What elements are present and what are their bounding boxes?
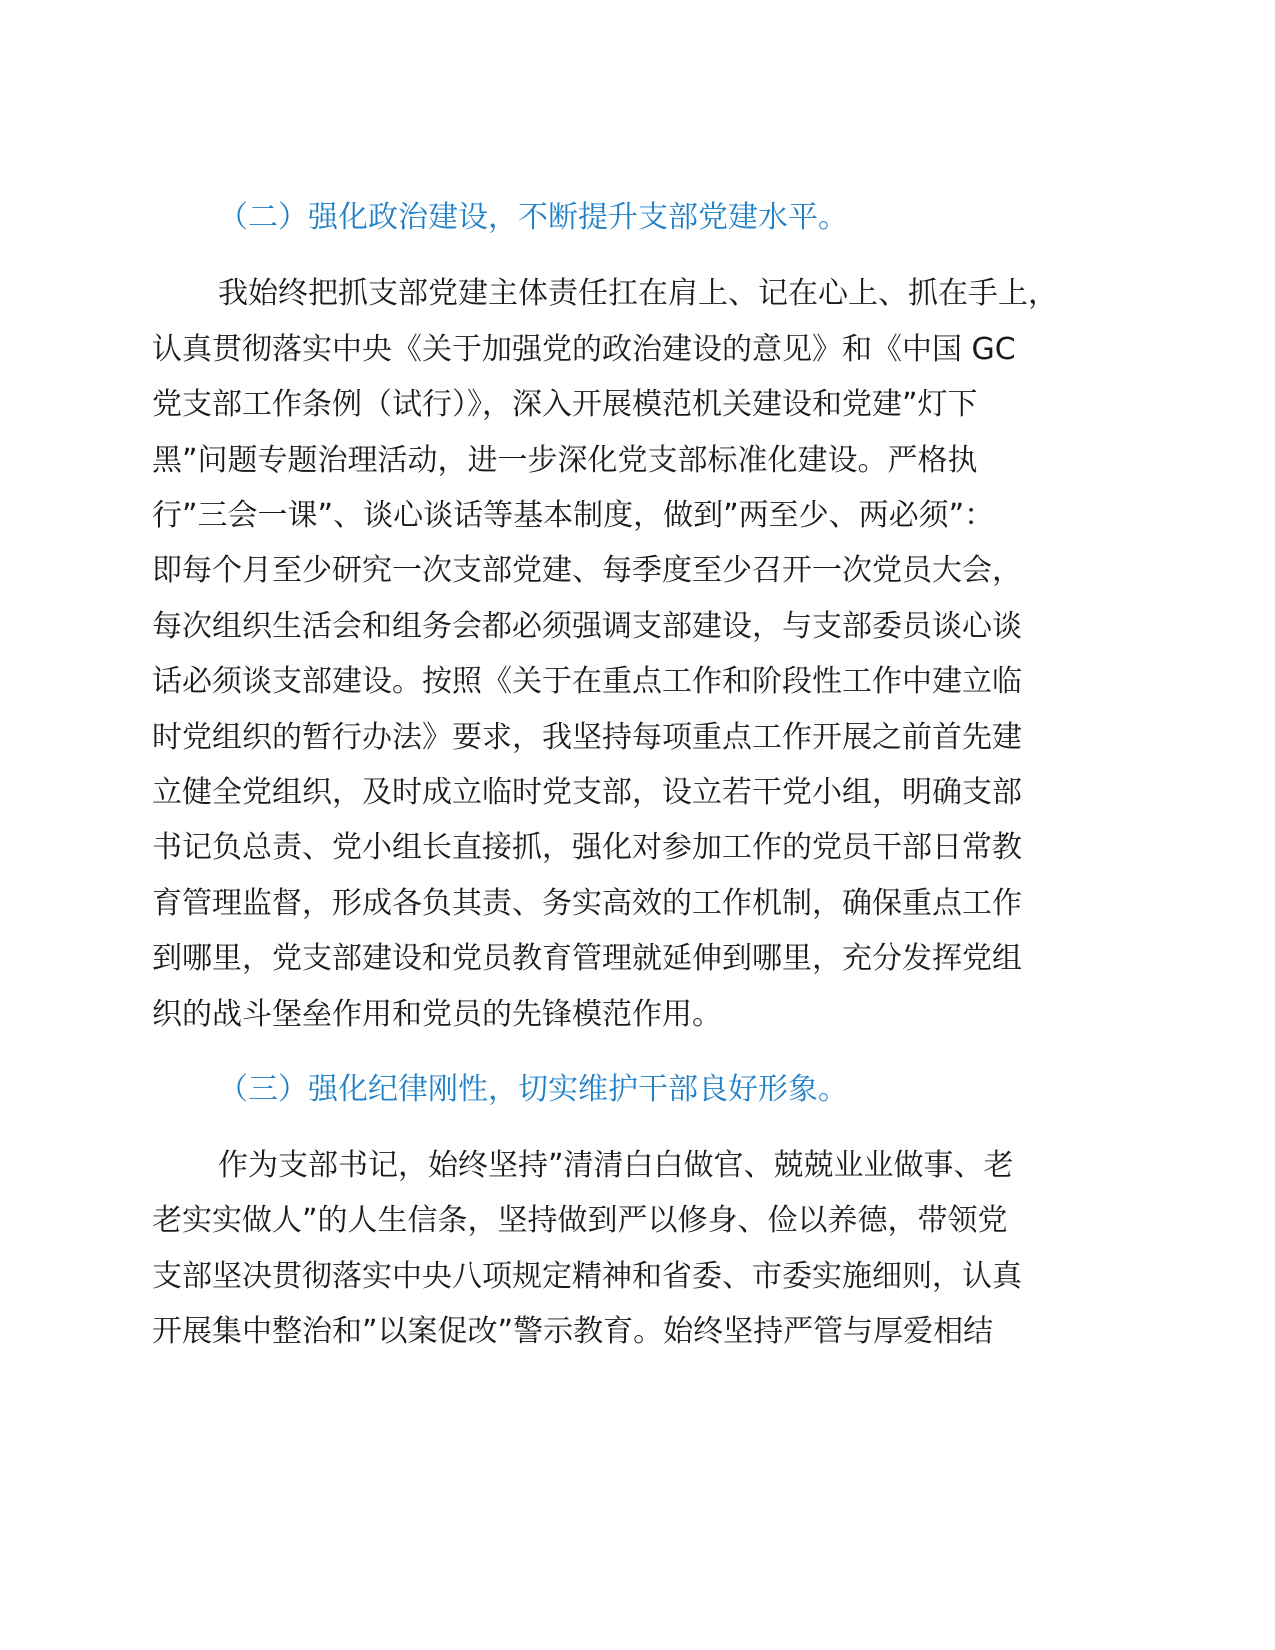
paragraph-line: 织的战斗堡垒作用和党员的先锋模范作用。 <box>152 997 722 1032</box>
paragraph-line: 党支部工作条例（试行）》，深入开展模范机关建设和党建”灯下 <box>152 387 978 422</box>
section-heading-3: （三）强化纪律刚性，切实维护干部良好形象。 <box>218 1072 848 1107</box>
paragraph-line: 我始终把抓支部党建主体责任扛在肩上、记在心上、抓在手上， <box>218 276 1058 311</box>
paragraph-line: 到哪里，党支部建设和党员教育管理就延伸到哪里，充分发挥党组 <box>152 941 1022 976</box>
paragraph-line: 育管理监督，形成各负其责、务实高效的工作机制，确保重点工作 <box>152 886 1022 921</box>
paragraph-line: 黑”问题专题治理活动，进一步深化党支部标准化建设。严格执 <box>152 443 978 478</box>
paragraph-line: 时党组织的暂行办法》要求，我坚持每项重点工作开展之前首先建 <box>152 720 1022 755</box>
paragraph-line: 立健全党组织，及时成立临时党支部，设立若干党小组，明确支部 <box>152 775 1022 810</box>
paragraph-line: 老实实做人”的人生信条，坚持做到严以修身、俭以养德，带领党 <box>152 1203 1008 1238</box>
paragraph-line: 开展集中整治和”以案促改”警示教育。始终坚持严管与厚爱相结 <box>152 1314 994 1349</box>
paragraph-line: 支部坚决贯彻落实中央八项规定精神和省委、市委实施细则，认真 <box>152 1259 1022 1294</box>
paragraph-line: 每次组织生活会和组务会都必须强调支部建设，与支部委员谈心谈 <box>152 609 1022 644</box>
paragraph-line: 行”三会一课”、谈心谈话等基本制度，做到”两至少、两必须”： <box>152 498 995 533</box>
paragraph-line: 话必须谈支部建设。按照《关于在重点工作和阶段性工作中建立临 <box>152 664 1022 699</box>
section-heading-2: （二）强化政治建设，不断提升支部党建水平。 <box>218 200 848 235</box>
paragraph-line: 认真贯彻落实中央《关于加强党的政治建设的意见》和《中国 GC <box>152 332 1016 367</box>
paragraph-line: 书记负总责、党小组长直接抓，强化对参加工作的党员干部日常教 <box>152 830 1022 865</box>
paragraph-line: 作为支部书记，始终坚持”清清白白做官、兢兢业业做事、老 <box>218 1148 1014 1183</box>
paragraph-line: 即每个月至少研究一次支部党建、每季度至少召开一次党员大会， <box>152 553 1022 588</box>
